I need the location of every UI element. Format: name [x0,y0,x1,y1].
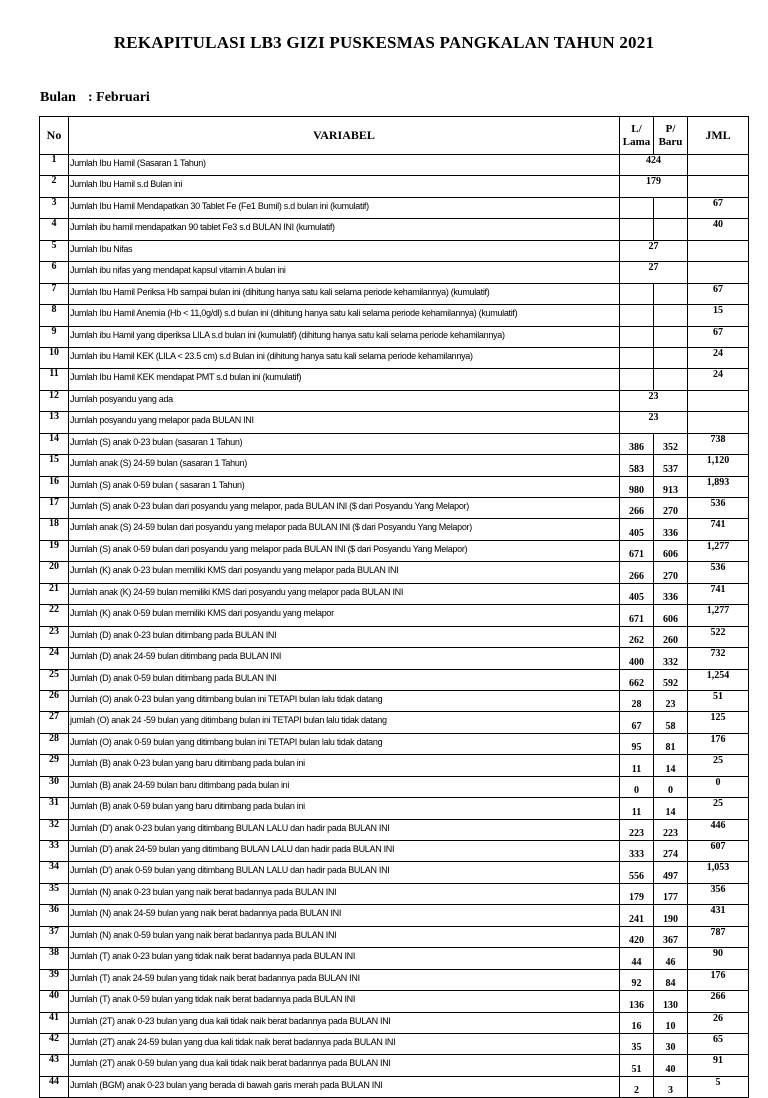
row-value-lama: 28 [620,690,654,711]
row-value-jml: 607 [688,841,749,862]
row-number: 22 [40,605,69,626]
row-variable: Jumlah anak (K) 24-59 bulan memiliki KMS dari posyandu yang melapor pada BULAN INI [69,583,620,604]
row-value-jml: 522 [688,626,749,647]
table-row [40,926,749,947]
row-number: 20 [40,562,69,583]
row-value-jml: 356 [688,883,749,904]
row-variable: Jumlah (D) anak 0-59 bulan ditimbang pada BULAN INI [69,669,620,690]
row-value-baru [654,197,688,218]
row-value-jml: 25 [688,798,749,819]
row-variable: jumlah (O) anak 24 -59 bulan yang ditimbang bulan ini TETAPI bulan lalu tidak datang [69,712,620,733]
row-value-lama: 241 [620,905,654,926]
row-value-lama: 35 [620,1033,654,1054]
row-value-jml [688,155,749,176]
table-row [40,883,749,904]
row-number: 16 [40,476,69,497]
table-row [40,669,749,690]
row-value-jml: 15 [688,305,749,326]
table-row [40,948,749,969]
row-value-lama: 583 [620,455,654,476]
row-value-baru: 3 [654,1076,688,1097]
row-value-baru: 336 [654,519,688,540]
table-row [40,240,749,261]
table-row [40,283,749,304]
row-value-jml: 176 [688,733,749,754]
row-variable: Jumlah posyandu yang ada [69,390,620,411]
row-value-baru: 270 [654,562,688,583]
row-number: 3 [40,197,69,218]
row-number: 2 [40,176,69,197]
row-value-baru: 367 [654,926,688,947]
row-value-lama [620,347,654,368]
row-value-jml: 1,277 [688,540,749,561]
row-value-lama: 266 [620,562,654,583]
row-value-baru: 10 [654,1012,688,1033]
row-value-lama: 333 [620,841,654,862]
row-number: 5 [40,240,69,261]
row-variable: Jumlah (O) anak 0-23 bulan yang ditimbang bulan ini TETAPI bulan lalu tidak datang [69,690,620,711]
row-value-jml: 67 [688,283,749,304]
row-value-jml: 1,893 [688,476,749,497]
row-value-jml: 67 [688,197,749,218]
table-row [40,605,749,626]
row-value-lama: 44 [620,948,654,969]
row-value-lama-baru: 23 [620,412,688,433]
month-value: : Februari [88,90,150,105]
table-row [40,219,749,240]
row-variable: Jumlah (2T) anak 24-59 bulan yang dua kali tidak naik berat badannya pada BULAN INI [69,1033,620,1054]
row-variable: Jumlah (D') anak 0-59 bulan yang ditimbang BULAN LALU dan hadir pada BULAN INI [69,862,620,883]
recap-table [39,116,749,1098]
row-value-jml [688,390,749,411]
header-jml: JML [688,117,749,155]
row-variable: Jumlah (B) anak 24-59 bulan baru ditimbang pada bulan ini [69,776,620,797]
row-value-baru: 592 [654,669,688,690]
row-number: 36 [40,905,69,926]
row-variable: Jumlah anak (S) 24-59 bulan dari posyandu yang melapor pada BULAN INI ($ dari Posyandu Yang Melapor) [69,519,620,540]
row-variable: Jumlah (S) anak 0-59 bulan dari posyandu yang melapor pada BULAN INI ($ dari Posyandu Yang Melapor) [69,540,620,561]
table-row [40,476,749,497]
row-variable: Jumlah (T) anak 0-23 bulan yang tidak naik berat badannya pada BULAN INI [69,948,620,969]
row-variable: Jumlah (BGM) anak 0-23 bulan yang berada di bawah garis merah pada BULAN INI [69,1076,620,1097]
row-number: 15 [40,455,69,476]
row-number: 21 [40,583,69,604]
row-value-baru: 0 [654,776,688,797]
table-row [40,347,749,368]
table-row [40,390,749,411]
row-number: 4 [40,219,69,240]
row-variable: Jumlah (K) anak 0-23 bulan memiliki KMS dari posyandu yang melapor pada BULAN INI [69,562,620,583]
row-value-baru: 190 [654,905,688,926]
table-row [40,755,749,776]
row-value-jml: 5 [688,1076,749,1097]
row-value-baru: 270 [654,498,688,519]
row-value-jml: 1,120 [688,455,749,476]
row-value-jml: 67 [688,326,749,347]
row-value-lama [620,197,654,218]
row-value-jml [688,176,749,197]
row-number: 35 [40,883,69,904]
row-value-lama [620,305,654,326]
table-row [40,305,749,326]
row-value-baru [654,347,688,368]
row-variable: Jumlah Ibu Hamil Mendapatkan 30 Tablet Fe (Fe1 Bumil) s.d bulan ini (kumulatif) [69,197,620,218]
table-row [40,905,749,926]
row-value-jml: 125 [688,712,749,733]
row-variable: Jumlah (B) anak 0-23 bulan yang baru ditimbang pada bulan ini [69,755,620,776]
row-value-lama: 16 [620,1012,654,1033]
row-value-baru [654,369,688,390]
row-value-lama [620,369,654,390]
row-value-lama: 179 [620,883,654,904]
row-value-jml: 431 [688,905,749,926]
row-variable: Jumlah (2T) anak 0-59 bulan yang dua kali tidak naik berat badannya pada BULAN INI [69,1055,620,1076]
table-row [40,862,749,883]
table-row [40,262,749,283]
table-row [40,626,749,647]
table-row [40,412,749,433]
row-value-jml: 741 [688,583,749,604]
table-row [40,562,749,583]
row-number: 27 [40,712,69,733]
row-value-lama: 262 [620,626,654,647]
row-variable: Jumlah (D) anak 0-23 bulan ditimbang pada BULAN INI [69,626,620,647]
row-number: 24 [40,648,69,669]
row-value-jml [688,262,749,283]
table-row [40,155,749,176]
row-value-lama: 266 [620,498,654,519]
table-row [40,819,749,840]
row-value-jml [688,240,749,261]
row-number: 13 [40,412,69,433]
table-row [40,1033,749,1054]
row-variable: Jumlah Ibu Hamil (Sasaran 1 Tahun) [69,155,620,176]
row-variable: Jumlah ibu hamil mendapatkan 90 tablet Fe3 s.d BULAN INI (kumulatif) [69,219,620,240]
row-value-lama: 980 [620,476,654,497]
row-number: 12 [40,390,69,411]
row-number: 6 [40,262,69,283]
row-number: 28 [40,733,69,754]
row-value-baru [654,326,688,347]
row-value-jml: 40 [688,219,749,240]
row-value-lama-baru: 179 [620,176,688,197]
row-value-baru: 260 [654,626,688,647]
row-value-jml: 24 [688,369,749,390]
row-value-baru: 606 [654,605,688,626]
row-value-lama [620,326,654,347]
row-variable: Jumlah anak (S) 24-59 bulan (sasaran 1 Tahun) [69,455,620,476]
row-number: 23 [40,626,69,647]
table-row [40,991,749,1012]
row-variable: Jumlah Ibu Nifas [69,240,620,261]
table-row [40,197,749,218]
row-value-baru: 223 [654,819,688,840]
row-value-jml: 266 [688,991,749,1012]
row-number: 42 [40,1033,69,1054]
row-value-jml: 536 [688,562,749,583]
row-value-lama-baru: 23 [620,390,688,411]
row-value-baru: 497 [654,862,688,883]
row-value-lama [620,283,654,304]
row-value-lama: 420 [620,926,654,947]
row-number: 38 [40,948,69,969]
row-value-baru: 336 [654,583,688,604]
row-number: 34 [40,862,69,883]
table-body [40,155,749,1098]
row-variable: Jumlah (D) anak 24-59 bulan ditimbang pada BULAN INI [69,648,620,669]
row-value-jml: 176 [688,969,749,990]
row-value-lama-baru: 27 [620,262,688,283]
row-value-lama: 662 [620,669,654,690]
row-value-lama: 0 [620,776,654,797]
table-row [40,969,749,990]
row-variable: Jumlah Ibu Hamil KEK mendapat PMT s.d bulan ini (kumulatif) [69,369,620,390]
table-row [40,583,749,604]
row-value-lama: 51 [620,1055,654,1076]
row-number: 33 [40,841,69,862]
row-value-lama: 136 [620,991,654,1012]
row-value-baru: 40 [654,1055,688,1076]
row-value-jml: 91 [688,1055,749,1076]
row-variable: Jumlah (D') anak 0-23 bulan yang ditimbang BULAN LALU dan hadir pada BULAN INI [69,819,620,840]
row-value-lama: 405 [620,583,654,604]
row-number: 17 [40,498,69,519]
header-variable: VARIABEL [69,117,620,155]
row-number: 41 [40,1012,69,1033]
row-value-baru: 130 [654,991,688,1012]
row-variable: Jumlah (N) anak 0-59 bulan yang naik berat badannya pada BULAN INI [69,926,620,947]
row-value-baru: 177 [654,883,688,904]
row-value-jml: 732 [688,648,749,669]
row-value-lama: 92 [620,969,654,990]
row-value-baru: 332 [654,648,688,669]
row-variable: Jumlah ibu Hamil yang diperiksa LILA s.d bulan ini (kumulatif) (dihitung hanya satu kali selama periode kehamilannya) [69,326,620,347]
row-value-baru: 14 [654,798,688,819]
row-variable: Jumlah (D') anak 24-59 bulan yang ditimbang BULAN LALU dan hadir pada BULAN INI [69,841,620,862]
row-number: 29 [40,755,69,776]
row-variable: Jumlah (N) anak 0-23 bulan yang naik berat badannya pada BULAN INI [69,883,620,904]
header-no: No [40,117,69,155]
row-number: 31 [40,798,69,819]
table-header-row [40,117,749,155]
table-row [40,841,749,862]
document-title: REKAPITULASI LB3 GIZI PUSKESMAS PANGKALAN TAHUN 2021 [113,33,655,52]
row-value-baru: 81 [654,733,688,754]
row-value-baru: 14 [654,755,688,776]
row-value-baru: 606 [654,540,688,561]
row-value-baru: 23 [654,690,688,711]
row-value-baru [654,305,688,326]
row-variable: Jumlah Ibu Hamil Periksa Hb sampai bulan ini (dihitung hanya satu kali selama periode kehamilannya) (kumulatif) [69,283,620,304]
row-variable: Jumlah posyandu yang melapor pada BULAN INI [69,412,620,433]
row-value-baru: 537 [654,455,688,476]
row-value-lama: 95 [620,733,654,754]
table-row [40,519,749,540]
row-value-baru: 58 [654,712,688,733]
row-variable: Jumlah ibu nifas yang mendapat kapsul vitamin A bulan ini [69,262,620,283]
table-row [40,776,749,797]
row-number: 43 [40,1055,69,1076]
table-row [40,369,749,390]
row-value-jml: 1,277 [688,605,749,626]
row-number: 14 [40,433,69,454]
table-row [40,798,749,819]
row-number: 39 [40,969,69,990]
row-variable: Jumlah (T) anak 24-59 bulan yang tidak naik berat badannya pada BULAN INI [69,969,620,990]
table-row [40,433,749,454]
row-variable: Jumlah (K) anak 0-59 bulan memiliki KMS dari posyandu yang melapor [69,605,620,626]
row-variable: Jumlah (B) anak 0-59 bulan yang baru ditimbang pada bulan ini [69,798,620,819]
row-number: 1 [40,155,69,176]
row-value-baru [654,283,688,304]
row-value-jml: 446 [688,819,749,840]
header-lama: L/ Lama [620,117,654,155]
row-value-lama: 11 [620,798,654,819]
row-value-lama [620,219,654,240]
row-value-lama: 556 [620,862,654,883]
row-number: 32 [40,819,69,840]
row-value-lama: 405 [620,519,654,540]
table-row [40,648,749,669]
row-value-jml: 741 [688,519,749,540]
row-value-baru: 352 [654,433,688,454]
row-variable: Jumlah Ibu Hamil Anemia (Hb < 11,0g/dl) s.d bulan ini (dihitung hanya satu kali selama periode kehamilannya) (kumulatif) [69,305,620,326]
row-number: 11 [40,369,69,390]
row-value-lama-baru: 27 [620,240,688,261]
row-value-jml: 51 [688,690,749,711]
row-value-jml: 25 [688,755,749,776]
row-number: 7 [40,283,69,304]
table-row [40,712,749,733]
table-row [40,690,749,711]
month-line [40,90,150,106]
row-value-jml: 0 [688,776,749,797]
row-value-baru [654,219,688,240]
row-value-jml: 65 [688,1033,749,1054]
table-row [40,455,749,476]
header-baru: P/ Baru [654,117,688,155]
row-value-lama: 671 [620,540,654,561]
row-number: 18 [40,519,69,540]
row-variable: Jumlah (S) anak 0-59 bulan ( sasaran 1 Tahun) [69,476,620,497]
row-value-lama: 67 [620,712,654,733]
row-number: 30 [40,776,69,797]
row-number: 26 [40,690,69,711]
row-value-lama: 386 [620,433,654,454]
row-value-baru: 84 [654,969,688,990]
row-value-jml: 738 [688,433,749,454]
row-number: 37 [40,926,69,947]
row-value-jml: 90 [688,948,749,969]
table-row [40,498,749,519]
row-number: 44 [40,1076,69,1097]
row-value-lama-baru: 424 [620,155,688,176]
row-value-lama: 2 [620,1076,654,1097]
row-variable: Jumlah (S) anak 0-23 bulan dari posyandu yang melapor, pada BULAN INI ($ dari Posyandu Yang Melapor) [69,498,620,519]
row-variable: Jumlah (2T) anak 0-23 bulan yang dua kali tidak naik berat badannya pada BULAN INI [69,1012,620,1033]
row-number: 10 [40,347,69,368]
row-value-baru: 30 [654,1033,688,1054]
row-value-lama: 400 [620,648,654,669]
row-variable: Jumlah (N) anak 24-59 bulan yang naik berat badannya pada BULAN INI [69,905,620,926]
table-row [40,733,749,754]
table-row [40,1076,749,1097]
row-value-jml: 1,053 [688,862,749,883]
row-value-jml: 24 [688,347,749,368]
table-row [40,540,749,561]
row-number: 19 [40,540,69,561]
row-number: 9 [40,326,69,347]
row-value-lama: 11 [620,755,654,776]
row-value-jml: 536 [688,498,749,519]
row-variable: Jumlah (S) anak 0-23 bulan (sasaran 1 Tahun) [69,433,620,454]
row-variable: Jumlah ibu Hamil KEK (LILA < 23.5 cm) s.d Bulan ini (dihitung hanya satu kali selama periode kehamilannya) [69,347,620,368]
row-value-jml: 1,254 [688,669,749,690]
row-value-lama: 223 [620,819,654,840]
row-number: 25 [40,669,69,690]
row-value-baru: 913 [654,476,688,497]
table-row [40,326,749,347]
table-row [40,1055,749,1076]
row-value-jml: 787 [688,926,749,947]
row-value-jml [688,412,749,433]
row-value-lama: 671 [620,605,654,626]
row-variable: Jumlah (T) anak 0-59 bulan yang tidak naik berat badannya pada BULAN INI [69,991,620,1012]
row-number: 40 [40,991,69,1012]
row-variable: Jumlah (O) anak 0-59 bulan yang ditimbang bulan ini TETAPI bulan lalu tidak datang [69,733,620,754]
table-row [40,1012,749,1033]
table-row [40,176,749,197]
row-value-jml: 26 [688,1012,749,1033]
row-value-baru: 274 [654,841,688,862]
row-value-baru: 46 [654,948,688,969]
row-variable: Jumlah Ibu Hamil s.d Bulan ini [69,176,620,197]
row-number: 8 [40,305,69,326]
month-label: Bulan [40,90,76,105]
